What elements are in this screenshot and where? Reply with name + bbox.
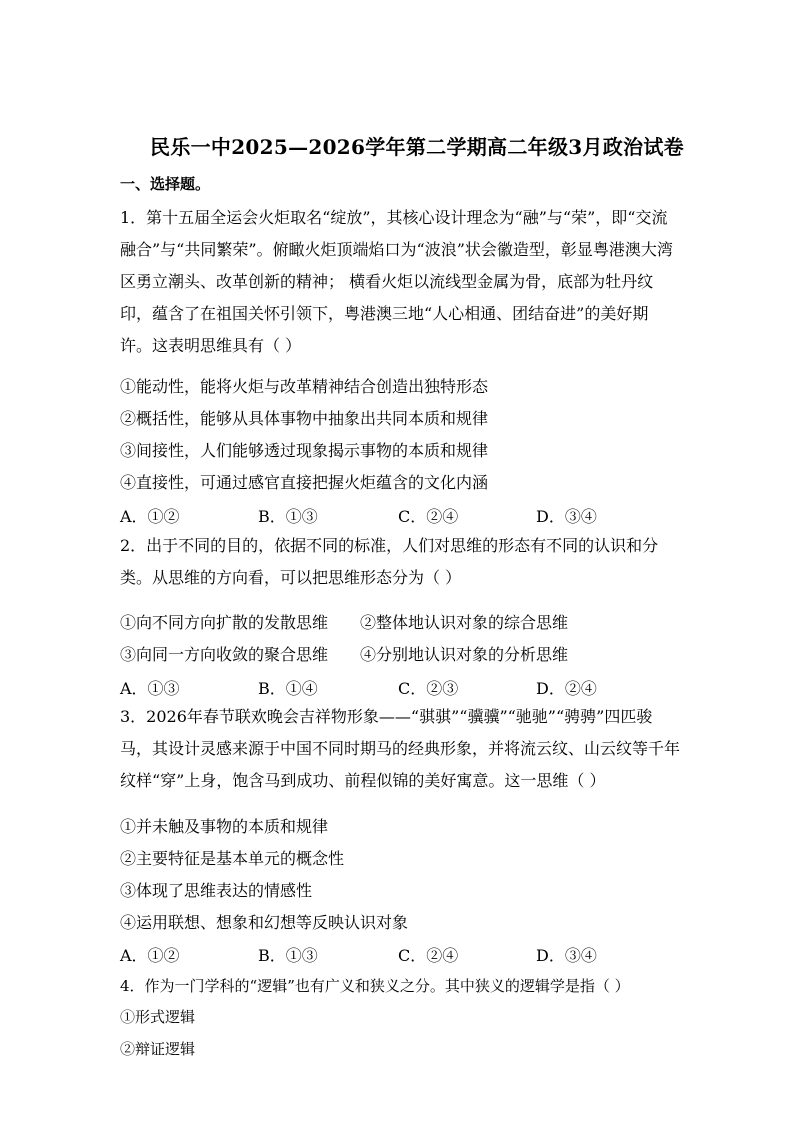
question-1-option-4: ④直接性，可通过感官直接把握火炬蕴含的文化内涵 xyxy=(120,473,489,492)
question-3-option-2: ②主要特征是基本单元的概念性 xyxy=(120,849,345,868)
question-2-choice-b[interactable]: B．①④ xyxy=(258,679,318,698)
question-1-choice-c[interactable]: C．②④ xyxy=(398,507,459,526)
question-2-option-4: ④分别地认识对象的分析思维 xyxy=(360,645,569,664)
question-4-option-2: ②辩证逻辑 xyxy=(120,1040,196,1058)
question-2-stem: 2．出于不同的目的，依据不同的标准，人们对思维的形态有不同的认识和分类。从思维的方向看，可以把思维形态分为（ ） xyxy=(120,536,659,587)
question-4-option-1: ①形式逻辑 xyxy=(120,1008,196,1026)
question-1-choice-b[interactable]: B．①③ xyxy=(258,507,318,526)
question-3-option-1: ①并未触及事物的本质和规律 xyxy=(120,817,329,836)
question-2-choice-a[interactable]: A．①③ xyxy=(120,679,180,698)
question-3-choice-c[interactable]: C．②④ xyxy=(398,946,459,965)
question-2-option-3: ③向同一方向收敛的聚合思维 xyxy=(120,645,329,664)
question-1-choice-a[interactable]: A．①② xyxy=(120,507,180,526)
question-1-choice-d[interactable]: D．③④ xyxy=(536,507,597,526)
question-3-choice-d[interactable]: D．③④ xyxy=(536,946,597,965)
question-3-stem: 3．2026年春节联欢晚会吉祥物形象——“骐骐”“骥骥”“驰驰”“骋骋”四匹骏马，其设计灵感来源于中国不同时期马的经典形象，并将流云纹、山云纹等千年纹样“穿”上身，饱含马到成功、前程似锦的美好寓意。这一思维（ ） xyxy=(120,707,681,790)
question-2-choice-d[interactable]: D．②④ xyxy=(536,679,597,698)
question-2-choice-c[interactable]: C．②③ xyxy=(398,679,459,698)
question-1-option-2: ②概括性，能够从具体事物中抽象出共同本质和规律 xyxy=(120,409,489,428)
question-1-stem: 1．第十五届全运会火炬取名“绽放”，其核心设计理念为“融”与“荣”，即“交流融合”与“共同繁荣”。俯瞰火炬顶端焰口为“波浪”状会徽造型，彰显粤港澳大湾区勇立潮头、改革创新的精神； 横看火炬以流线型金属为骨，底部为牡丹纹印，蕴含了在祖国关怀引领下，粤港澳三地“人心相通、团结奋进”的美好期许。这表明思维具有（ ） xyxy=(120,208,673,355)
question-1-option-1: ①能动性，能将火炬与改革精神结合创造出独特形态 xyxy=(120,377,489,396)
question-3-choice-b[interactable]: B．①③ xyxy=(258,946,318,965)
question-3-option-4: ④运用联想、想象和幻想等反映认识对象 xyxy=(120,913,409,932)
question-2-option-2: ②整体地认识对象的综合思维 xyxy=(360,613,569,632)
question-4-stem: 4．作为一门学科的“逻辑”也有广义和狭义之分。其中狭义的逻辑学是指（ ） xyxy=(120,977,630,995)
question-3-choice-a[interactable]: A．①② xyxy=(120,946,180,965)
section-heading: 一、选择题。 xyxy=(120,175,211,193)
question-1-option-3: ③间接性，人们能够透过现象揭示事物的本质和规律 xyxy=(120,441,489,460)
question-2-option-1: ①向不同方向扩散的发散思维 xyxy=(120,613,329,632)
question-3-option-3: ③体现了思维表达的情感性 xyxy=(120,881,313,900)
exam-title: 民乐一中2025—2026学年第二学期高二年级3月政治试卷 xyxy=(150,135,684,159)
